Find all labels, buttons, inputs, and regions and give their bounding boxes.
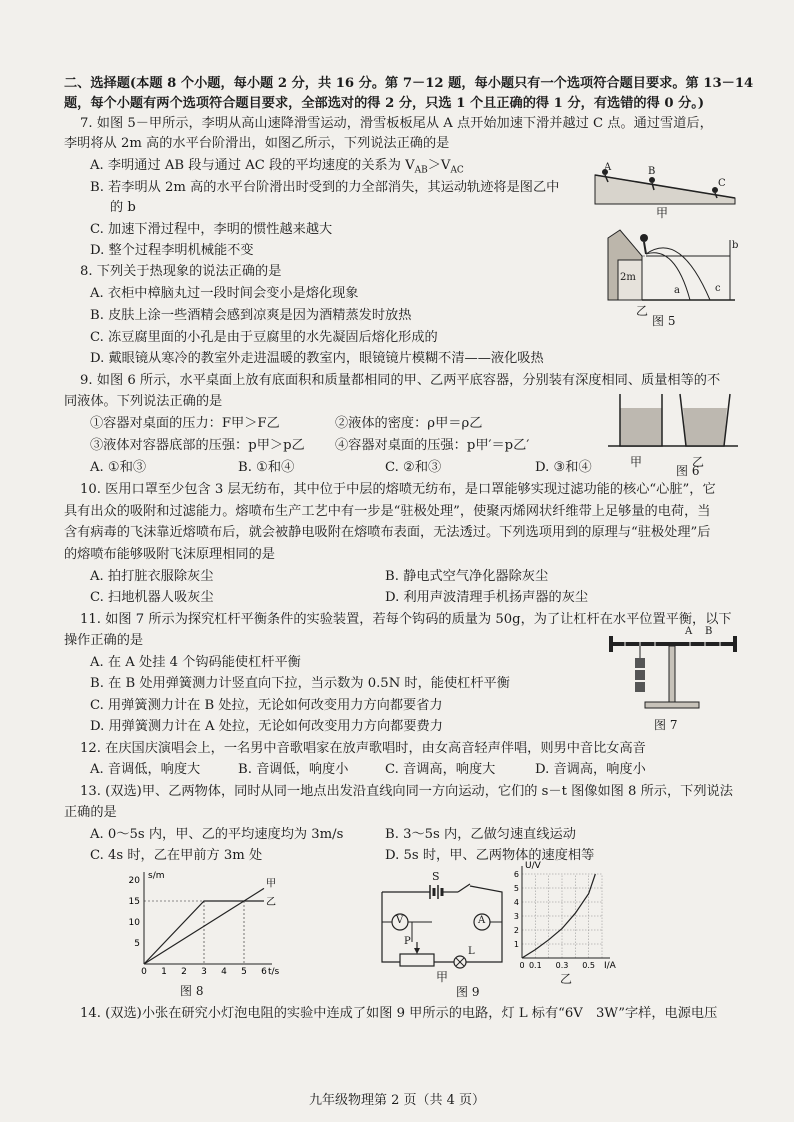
q9-stmt-4: ④容器对桌面的压强：p甲′＝p乙′ (335, 438, 530, 453)
y-tick-label: 5 (134, 939, 140, 949)
x-tick-label: 4 (221, 967, 227, 977)
q9-option-c: C. ②和③ (385, 460, 442, 475)
q12-option-b: B. 音调低，响度小 (238, 762, 349, 777)
figure-9-chart (506, 858, 616, 976)
q10-option-a: A. 拍打脏衣服除灰尘 (90, 569, 214, 584)
q10-stem-1: 10. 医用口罩至少包含 3 层无纺布，其中位于中层的熔喷无纺布，是口罩能够实现过滤功能的核心“心脏”，它 (80, 482, 716, 497)
fig6-label-yi: 乙 (692, 455, 705, 469)
q13-option-a: A. 0～5s 内，甲、乙的平均速度均为 3m/s (90, 827, 344, 842)
q8-option-d: D. 戴眼镜从寒冷的教室外走进温暖的教室内，眼镜镜片模糊不清——液化吸热 (90, 351, 544, 366)
q8-stem: 8. 下列关于热现象的说法正确的是 (80, 264, 282, 279)
q10-stem-3: 含有病毒的飞沫靠近熔喷布后，就会被静电吸附在熔喷布表面，无法透过。下列选项用到的原理与“驻极处理”后 (64, 525, 711, 540)
q9-stem-2: 同液体。下列说法正确的是 (64, 394, 223, 409)
fig5-label-traj-c: c (715, 283, 721, 294)
q9-stem-1: 9. 如图 6 所示，水平桌面上放有底面积和质量都相同的甲、乙两平底容器，分别装有深度相同、质量相等的不 (80, 373, 721, 388)
figure-9-graph (506, 858, 616, 976)
figure-8-chart (120, 868, 280, 980)
x-axis-label: I/A (604, 961, 616, 971)
figure-9-caption: 图 9 (456, 985, 480, 999)
x-tick-label: 0 (519, 961, 525, 970)
q10-stem-4: 的熔喷布能够吸附飞沫原理相同的是 (64, 547, 275, 562)
fig5-label-traj-b: b (732, 240, 739, 251)
y-tick-label: 2 (513, 926, 519, 935)
q13-stem-2: 正确的是 (64, 805, 117, 820)
fig6-label-jia: 甲 (630, 455, 643, 469)
y-tick-label: 5 (513, 884, 519, 893)
figure-7-caption: 图 7 (654, 718, 678, 732)
q7-option-c: C. 加速下滑过程中，李明的惯性越来越大 (90, 222, 333, 237)
q11-option-b: B. 在 B 处用弹簧测力计竖直向下拉，当示数为 0.5N 时，能使杠杆平衡 (90, 676, 510, 691)
fig9-label-jia: 甲 (436, 970, 449, 984)
q14-stem: 14. (双选)小张在研究小灯泡电阻的实验中连成了如图 9 甲所示的电路，灯 L 标有“6V 3W”字样，电源电压 (80, 1006, 718, 1021)
q12-option-d: D. 音调高，响度小 (535, 762, 646, 777)
figure-5-caption: 图 5 (652, 314, 676, 328)
y-tick-label: 10 (128, 918, 140, 928)
q10-option-d: D. 利用声波清理手机扬声器的灰尘 (385, 590, 589, 605)
q7-stem-1: 7. 如图 5－甲所示，李明从高山速降滑雪运动，滑雪板板尾从 A 点开始加速下滑并越过 C 点。通过雪道后， (80, 116, 713, 131)
x-tick-label: 6 (261, 967, 267, 977)
q11-stem-1: 11. 如图 7 所示为探究杠杆平衡条件的实验装置，若每个钩码的质量为 50g，为了让杠杆在水平位置平衡，以下 (80, 612, 732, 627)
q12-option-c: C. 音调高，响度大 (385, 762, 496, 777)
fig9-label-s: S (432, 870, 440, 883)
figure-5 (590, 160, 740, 318)
figure-5-slope (595, 169, 735, 204)
q7-option-b-2: 的 b (110, 200, 136, 215)
q13-option-d: D. 5s 时，甲、乙两物体的速度相等 (385, 848, 595, 863)
q11-stem-2: 操作正确的是 (64, 633, 144, 648)
section-line-1: 二、选择题(本题 8 个小题，每小题 2 分，共 16 分。第 7－12 题，每小题只有一个选项符合题目要求。第 13－14 (64, 76, 754, 91)
hook-weights (635, 646, 645, 692)
lever-stand (645, 646, 699, 708)
figure-6 (608, 388, 738, 452)
q11-option-c: C. 用弹簧测力计在 B 处拉，无论如何改变用力方向都要省力 (90, 698, 443, 713)
fig9-label-p: P (404, 936, 411, 947)
fig9-label-yi: 乙 (560, 972, 573, 986)
fig9-label-a: A (478, 915, 486, 926)
fig9-label-l: L (468, 946, 475, 957)
fig7-label-a: A (685, 626, 693, 637)
fig5-label-a: A (604, 162, 612, 173)
x-tick-label: 3 (201, 967, 207, 977)
q9-option-a: A. ①和③ (90, 460, 147, 475)
series-label-jia: 甲 (266, 878, 276, 890)
x-tick-label: 0 (141, 967, 147, 977)
q8-option-b: B. 皮肤上涂一些酒精会感到凉爽是因为酒精蒸发时放热 (90, 308, 412, 323)
q11-option-d: D. 用弹簧测力计在 A 处拉，无论如何改变用力方向都要费力 (90, 719, 443, 734)
figure-8-caption: 图 8 (180, 984, 204, 998)
q7-option-a: A. 李明通过 AB 段与通过 AC 段的平均速度的关系为 $V_{AB}>V_{AC}$ (90, 158, 464, 176)
figure-9-circuit (372, 872, 512, 972)
q10-option-c: C. 扫地机器人吸灰尘 (90, 590, 214, 605)
x-axis-label: t/s (268, 967, 280, 977)
battery-icon (430, 885, 442, 899)
fig5-label-c: C (718, 178, 726, 189)
q7-option-b-1: B. 若李明从 2m 高的水平台阶滑出时受到的力全部消失，其运动轨迹将是图乙中 (90, 180, 560, 195)
y-tick-label: 20 (128, 876, 140, 886)
y-axis-label: U/V (525, 861, 541, 871)
q7-stem-2: 李明将从 2m 高的水平台阶滑出，如图乙所示，下列说法正确的是 (64, 136, 450, 151)
y-tick-label: 15 (128, 897, 140, 907)
y-tick-label: 6 (513, 870, 519, 879)
q9-option-d: D. ③和④ (535, 460, 592, 475)
series-line-jia (144, 888, 264, 964)
fig5-label-height: 2m (620, 272, 636, 283)
container-jia (620, 394, 662, 446)
fig9-label-v: V (396, 915, 404, 926)
fig5-label-yi: 乙 (636, 304, 649, 318)
y-tick-label: 4 (513, 898, 519, 907)
q9-stmt-2: ②液体的密度：ρ甲＝ρ乙 (335, 416, 483, 431)
q11-option-a: A. 在 A 处挂 4 个钩码能使杠杆平衡 (90, 655, 301, 670)
lamp-icon (454, 956, 466, 968)
q10-stem-2: 具有出众的吸附和过滤能力。熔喷布生产工艺中有一步是“驻极处理”，使聚丙烯网状纤维带上足够量的电荷，当 (64, 504, 711, 519)
series-label-yi: 乙 (266, 897, 276, 908)
q12-stem: 12. 在庆国庆演唱会上，一名男中音歌唱家在放声歌唱时，由女高音轻声伴唱，则男中音比女高音 (80, 741, 646, 756)
q9-option-b: B. ①和④ (238, 460, 295, 475)
figure-6-caption: 图 6 (676, 464, 700, 478)
q13-option-b: B. 3～5s 内，乙做匀速直线运动 (385, 827, 576, 842)
q10-option-b: B. 静电式空气净化器除灰尘 (385, 569, 549, 584)
q8-option-c: C. 冻豆腐里面的小孔是由于豆腐里的水先凝固后熔化形成的 (90, 330, 438, 345)
fig5-label-b: B (648, 166, 656, 177)
x-tick-label: 0.5 (582, 961, 596, 970)
q13-stem-1: 13. (双选)甲、乙两物体，同时从同一地点出发沿直线向同一方向运动，它们的 s－t 图像如图 8 所示，下列说法 (80, 784, 733, 799)
figure-7 (605, 626, 740, 712)
q12-option-a: A. 音调低，响度大 (90, 762, 201, 777)
q13-option-c: C. 4s 时，乙在甲前方 3m 处 (90, 848, 263, 863)
x-tick-label: 1 (161, 967, 167, 977)
x-tick-label: 2 (181, 967, 187, 977)
x-tick-label: 0.3 (555, 961, 569, 970)
q9-stmt-1: ①容器对桌面的压力：F甲＞F乙 (90, 416, 280, 431)
page-footer: 九年级物理第 2 页（共 4 页） (308, 1093, 486, 1108)
section-line-2: 题，每个小题有两个选项符合题目要求，全部选对的得 2 分，只选 1 个且正确的得 1 分，有选错的得 0 分。) (64, 96, 705, 111)
y-tick-label: 3 (513, 912, 519, 921)
fig7-label-b: B (705, 626, 713, 637)
fig5-label-jia: 甲 (656, 206, 669, 220)
y-axis-label: s/m (148, 871, 165, 881)
container-yi (680, 394, 730, 446)
fig5-label-traj-a: a (674, 285, 680, 296)
q8-option-a: A. 衣柜中樟脑丸过一段时间会变小是熔化现象 (90, 286, 359, 301)
q7-option-d: D. 整个过程李明机械能不变 (90, 243, 254, 258)
figure-8 (120, 868, 280, 980)
y-tick-label: 1 (513, 940, 519, 949)
x-tick-label: 5 (241, 967, 247, 977)
x-tick-label: 0.1 (528, 961, 542, 970)
q9-stmt-3: ③液体对容器底部的压强：p甲＞p乙 (90, 438, 305, 453)
